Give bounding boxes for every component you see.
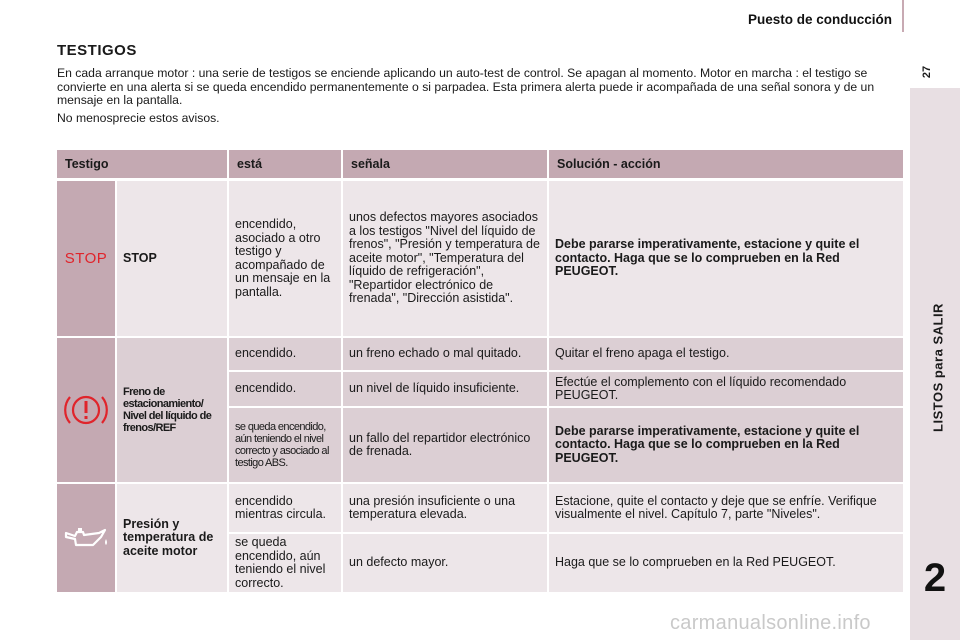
col-header-esta: está	[229, 150, 341, 178]
oil-row1-esta: encendido mientras circula.	[229, 484, 341, 532]
brake-name: Freno de estacionamiento/ Nivel del líquido de frenos/REF	[117, 338, 227, 482]
page-number: 27	[921, 65, 933, 79]
brake-row2-solucion: Efectúe el complemento con el líquido recomendado PEUGEOT.	[549, 372, 903, 406]
stop-icon: STOP	[64, 250, 108, 267]
header-divider	[902, 0, 904, 32]
brake-row1-solucion: Quitar el freno apaga el testigo.	[549, 338, 903, 370]
chapter-title-text: LISTOS para SALIR	[930, 303, 946, 432]
stop-icon-cell	[57, 181, 115, 336]
brake-warning-icon	[63, 390, 109, 430]
oil-row2-senala: un defecto mayor.	[343, 534, 547, 592]
chapter-number: 2	[923, 556, 947, 600]
page-header-title: Puesto de conducción	[747, 12, 892, 27]
watermark: carmanualsonline.info	[670, 612, 871, 634]
stop-name: STOP	[117, 181, 227, 336]
oil-pressure-icon	[63, 525, 109, 551]
brake-row3-solucion: Debe pararse imperativamente, estacione y quite el contacto. Haga que se lo comprueben en la Red PEUGEOT.	[549, 408, 903, 482]
intro-paragraph: En cada arranque motor : una serie de testigos se enciende aplicando un auto-test de control. Se apagan al momento. Motor en marcha : el testigo se convierte en una alerta si se queda encendido permanentemente o si parpadea. Esta primera alerta puede ir acompañada de una señal sonora y de un mensaje en la pantalla.	[57, 66, 875, 107]
brake-row1-senala: un freno echado o mal quitado.	[343, 338, 547, 370]
oil-name: Presión y temperatura de aceite motor	[117, 484, 227, 592]
brake-row3-senala: un fallo del repartidor electrónico de frenada.	[343, 408, 547, 482]
brake-row2-senala: un nivel de líquido insuficiente.	[343, 372, 547, 406]
brake-icon-cell	[57, 338, 115, 482]
brake-row3-esta: se queda encendido, aún teniendo el nivel correcto y asociado al testigo ABS.	[229, 408, 341, 482]
col-header-senala: señala	[343, 150, 547, 178]
warning-note: No menosprecie estos avisos.	[57, 111, 220, 125]
oil-row1-senala: una presión insuficiente o una temperatura elevada.	[343, 484, 547, 532]
stop-esta: encendido, asociado a otro testigo y acompañado de un mensaje en la pantalla.	[229, 181, 341, 336]
col-header-solucion: Solución - acción	[549, 150, 903, 178]
section-title: TESTIGOS	[57, 42, 137, 59]
brake-row2-esta: encendido.	[229, 372, 341, 406]
oil-icon-cell	[57, 484, 115, 592]
oil-row1-solucion: Estacione, quite el contacto y deje que se enfríe. Verifique visualmente el nivel. Capítulo 7, parte "Niveles".	[549, 484, 903, 532]
brake-row1-esta: encendido.	[229, 338, 341, 370]
chapter-title	[928, 200, 948, 550]
stop-solucion: Debe pararse imperativamente, estacione y quite el contacto. Haga que se lo comprueben en la Red PEUGEOT.	[549, 181, 903, 336]
oil-row2-esta: se queda encendido, aún teniendo el nivel correcto.	[229, 534, 341, 592]
oil-row2-solucion: Haga que se lo comprueben en la Red PEUGEOT.	[549, 534, 903, 592]
col-header-testigo: Testigo	[57, 150, 227, 178]
stop-senala: unos defectos mayores asociados a los testigos "Nivel del líquido de frenos", "Presión y temperatura de aceite motor", "Temperatura del líquido de refrigeración", "Repartidor electrónico de frenada", "Dirección asistida".	[343, 181, 547, 336]
